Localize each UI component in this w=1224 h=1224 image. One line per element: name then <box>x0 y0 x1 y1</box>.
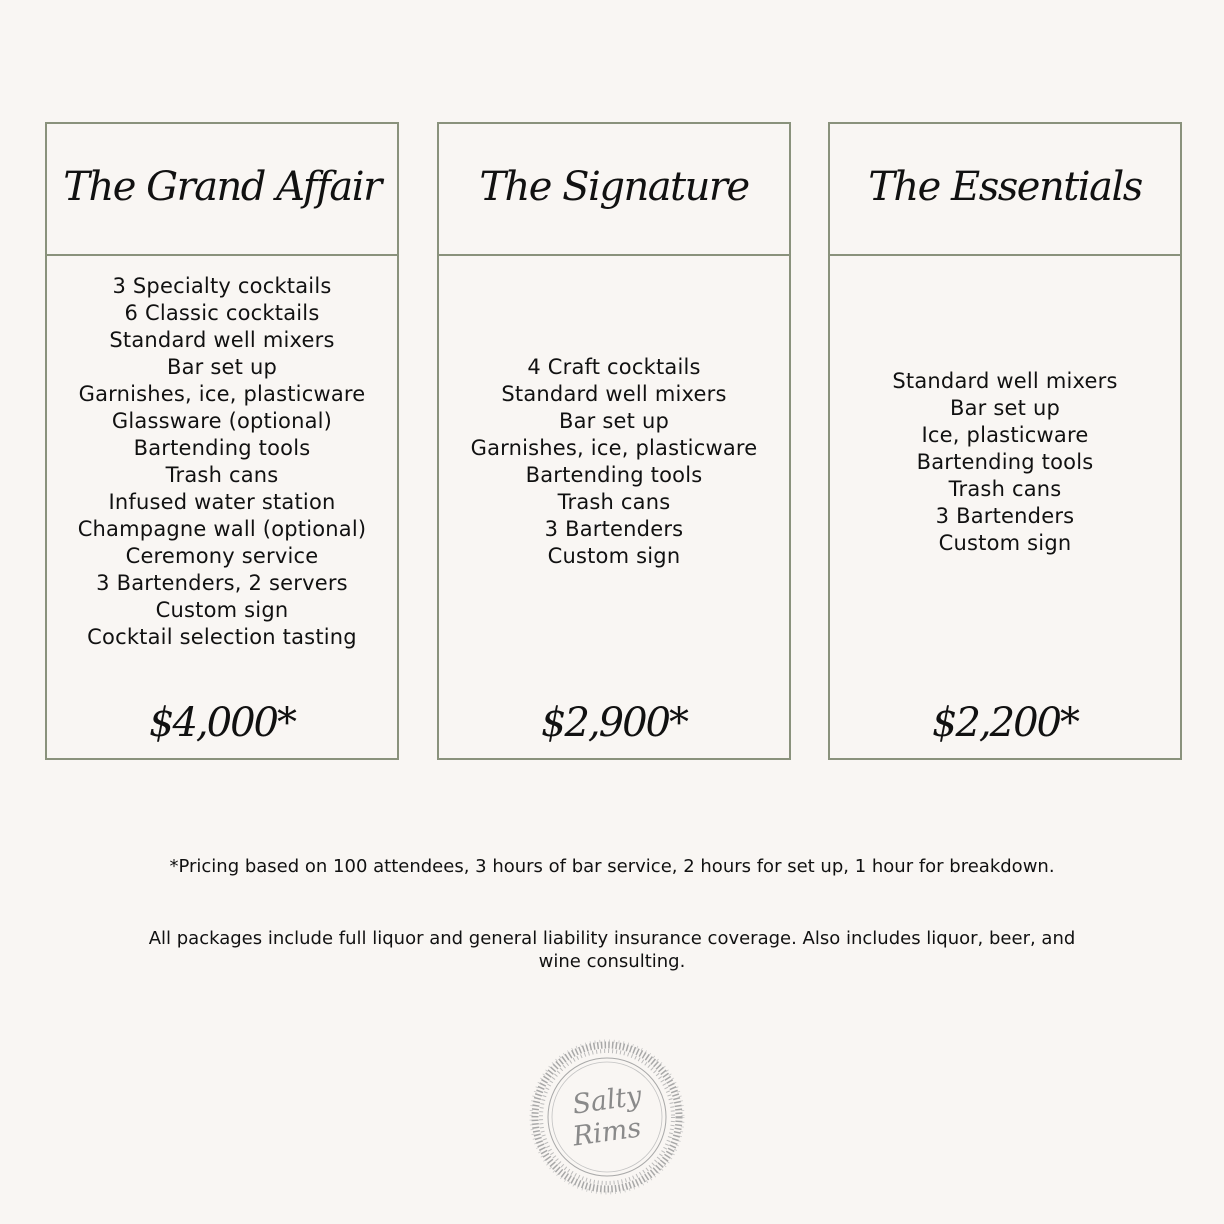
feature-item: 6 Classic cocktails <box>124 301 320 325</box>
package-title: The Essentials <box>868 164 1142 210</box>
feature-item: Infused water station <box>108 490 336 514</box>
package-features <box>830 256 1180 668</box>
feature-item: Bar set up <box>167 355 277 379</box>
logo-text-line2: Rims <box>570 1112 644 1153</box>
feature-item: Standard well mixers <box>109 328 335 352</box>
feature-item: Champagne wall (optional) <box>77 517 367 541</box>
package-title: The Signature <box>479 164 749 210</box>
feature-item: 3 Bartenders, 2 servers <box>96 571 348 595</box>
feature-item: 4 Craft cocktails <box>527 355 701 379</box>
package-card-essentials <box>828 122 1182 760</box>
feature-item: Garnishes, ice, plasticware <box>78 382 366 406</box>
package-card-header <box>439 124 789 256</box>
pricing-footnote: *Pricing based on 100 attendees, 3 hours of bar service, 2 hours for set up, 1 hour for breakdown. <box>169 856 1055 877</box>
package-card-grand-affair <box>45 122 399 760</box>
includes-note: All packages include full liquor and general liability insurance coverage. Also includes liquor, beer, and wine consulting. <box>148 928 1076 972</box>
package-price: $4,000* <box>149 700 295 746</box>
feature-item: Trash cans <box>165 463 279 487</box>
package-price: $2,200* <box>932 700 1078 746</box>
feature-item: Ice, plasticware <box>921 422 1089 447</box>
package-card-header <box>47 124 397 256</box>
package-price: $2,900* <box>541 700 687 746</box>
salty-rims-logo <box>527 1037 687 1197</box>
logo-text-line1: Salty <box>570 1080 644 1121</box>
package-title: The Grand Affair <box>63 164 381 210</box>
feature-item: Bar set up <box>950 395 1060 420</box>
feature-item: Bartending tools <box>916 449 1094 474</box>
feature-item: 3 Specialty cocktails <box>112 274 332 298</box>
package-card-header <box>830 124 1180 256</box>
feature-item: Standard well mixers <box>501 382 727 406</box>
feature-item: Custom sign <box>938 530 1072 555</box>
feature-item: Cocktail selection tasting <box>87 625 357 649</box>
package-features <box>47 256 397 668</box>
feature-item: Garnishes, ice, plasticware <box>470 436 758 460</box>
feature-item: Custom sign <box>547 544 681 568</box>
feature-item: Custom sign <box>155 598 289 622</box>
feature-item: 3 Bartenders <box>544 517 684 541</box>
feature-item: Bartending tools <box>133 436 311 460</box>
feature-item: 3 Bartenders <box>935 503 1075 528</box>
feature-item: Trash cans <box>557 490 671 514</box>
feature-item: Trash cans <box>948 476 1062 501</box>
package-features <box>439 256 789 668</box>
feature-item: Bartending tools <box>525 463 703 487</box>
feature-item: Glassware (optional) <box>111 409 333 433</box>
feature-item: Bar set up <box>558 409 669 433</box>
feature-item: Ceremony service <box>125 544 319 568</box>
package-card-signature <box>437 122 791 760</box>
feature-item: Standard well mixers <box>892 368 1118 393</box>
